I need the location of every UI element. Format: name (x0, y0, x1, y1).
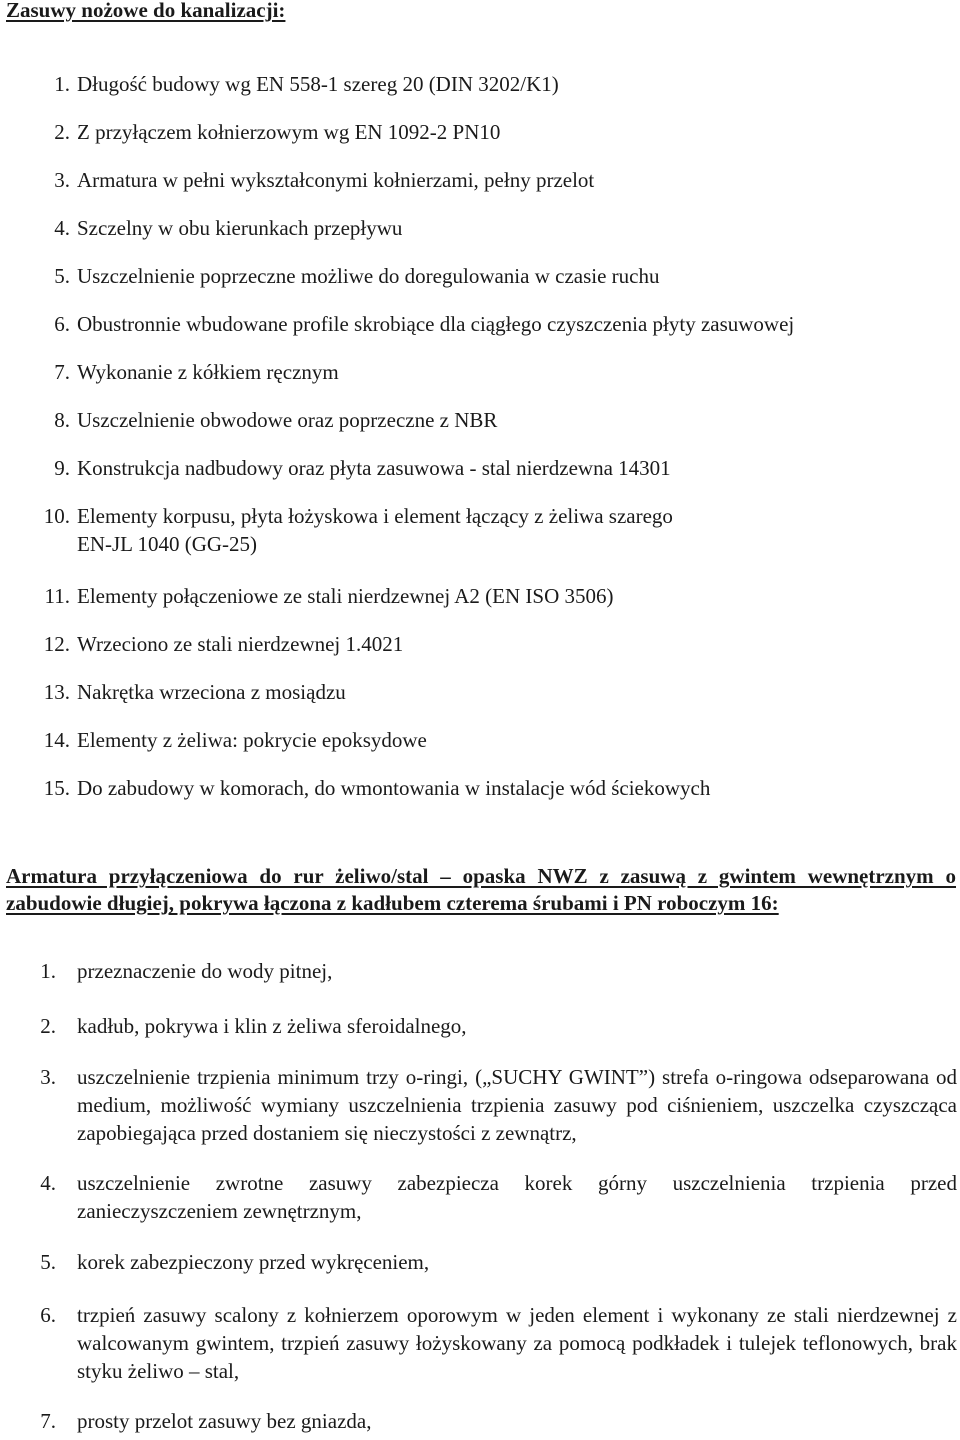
list-item (0, 726, 960, 774)
list-item-number: 7. (54, 360, 70, 384)
list-item-number: 14. (43, 728, 70, 752)
list-item (0, 678, 960, 726)
list-item (0, 1248, 960, 1276)
list-item-number: 6. (40, 1303, 56, 1327)
list-item-text: uszczelnienie trzpienia minimum trzy o-ringi, („SUCHY GWINT”) strefa o-ringowa odseparowana od medium, możliwość wymiany uszczelnienia trzpienia zasuwy pod ciśnieniem, uszczelka czyszcząca zapobiegająca przed dostaniem się nieczystości z zewnątrz, (77, 1065, 957, 1145)
list-item (0, 582, 960, 630)
list-item (0, 406, 960, 454)
list-item-number: 1. (40, 959, 56, 983)
list-item (0, 1169, 960, 1225)
list-item-number: 3. (54, 168, 70, 192)
list-item-text: Elementy korpusu, płyta łożyskowa i element łączący z żeliwa szarego EN-JL 1040 (GG-25) (77, 504, 673, 556)
list-item-number: 13. (43, 680, 70, 704)
list-item-text: Do zabudowy w komorach, do wmontowania w instalacje wód ściekowych (77, 776, 711, 800)
list-item-text: Elementy połączeniowe ze stali nierdzewnej A2 (EN ISO 3506) (77, 584, 614, 608)
list-item (0, 454, 960, 502)
list-item-text: Elementy z żeliwa: pokrycie epoksydowe (77, 728, 427, 752)
list-item-text: Wykonanie z kółkiem ręcznym (77, 360, 339, 384)
list-item (0, 1301, 960, 1385)
list-item (0, 166, 960, 214)
list-item-text: Szczelny w obu kierunkach przepływu (77, 216, 403, 240)
list-item-number: 2. (54, 120, 70, 144)
list-item-number: 6. (54, 312, 70, 336)
list-item-text: Uszczelnienie poprzeczne możliwe do doregulowania w czasie ruchu (77, 264, 660, 288)
section1-heading: Zasuwy nożowe do kanalizacji: (6, 0, 286, 22)
list-item-text: Armatura w pełni wykształconymi kołnierzami, pełny przelot (77, 168, 595, 192)
section2-list (0, 957, 960, 1435)
list-item (0, 1012, 960, 1040)
list-item-number: 3. (40, 1065, 56, 1089)
list-item-number: 4. (40, 1171, 56, 1195)
list-item-text: trzpień zasuwy scalony z kołnierzem oporowym w jeden element i wykonany ze stali nierdzewnej z walcowanym gwintem, trzpień zasuwy łożyskowany za pomocą podkładek i tulejek teflonowych, brak styku żeliwo – stal, (77, 1303, 957, 1383)
list-item-number: 12. (43, 632, 70, 656)
list-item-number: 11. (44, 584, 70, 608)
list-item-number: 1. (54, 72, 70, 96)
list-item-text: Długość budowy wg EN 558-1 szereg 20 (DIN 3202/K1) (77, 72, 559, 96)
list-item-number: 8. (54, 408, 70, 432)
list-item-number: 5. (40, 1250, 56, 1274)
list-item-text: korek zabezpieczony przed wykręceniem, (77, 1250, 430, 1274)
list-item (0, 774, 960, 822)
list-item (0, 630, 960, 678)
list-item-text: Z przyłączem kołnierzowym wg EN 1092-2 PN10 (77, 120, 501, 144)
list-item-text: Uszczelnienie obwodowe oraz poprzeczne z NBR (77, 408, 498, 432)
list-item-number: 10. (43, 504, 70, 528)
list-item-text: przeznaczenie do wody pitnej, (77, 959, 333, 983)
list-item-text: prosty przelot zasuwy bez gniazda, (77, 1409, 372, 1433)
list-item (0, 70, 960, 118)
list-item-text: Wrzeciono ze stali nierdzewnej 1.4021 (77, 632, 404, 656)
list-item-number: 9. (54, 456, 70, 480)
list-item (0, 214, 960, 262)
list-item-text: uszczelnienie zwrotne zasuwy zabezpiecza korek górny uszczelnienia trzpienia przed zanieczyszczeniem zewnętrznym, (77, 1171, 957, 1223)
list-item-number: 4. (54, 216, 70, 240)
list-item-text: kadłub, pokrywa i klin z żeliwa sferoidalnego, (77, 1014, 467, 1038)
list-item-text: Obustronnie wbudowane profile skrobiące dla ciągłego czyszczenia płyty zasuwowej (77, 312, 795, 336)
list-item (0, 310, 960, 358)
list-item (0, 118, 960, 166)
list-item-number: 15. (43, 776, 70, 800)
section1-list (0, 70, 960, 822)
list-item (0, 1407, 960, 1435)
section2-heading: Armatura przyłączeniowa do rur żeliwo/stal – opaska NWZ z zasuwą z gwintem wewnętrznym o zabudowie długiej, pokrywa łączona z kadłubem czterema śrubami i PN roboczym 16: (6, 864, 956, 915)
list-item (0, 358, 960, 406)
list-item-number: 5. (54, 264, 70, 288)
list-item-number: 2. (40, 1014, 56, 1038)
list-item (0, 1063, 960, 1147)
list-item-text: Konstrukcja nadbudowy oraz płyta zasuwowa - stal nierdzewna 14301 (77, 456, 671, 480)
list-item (0, 262, 960, 310)
list-item (0, 957, 960, 985)
list-item (0, 502, 960, 582)
list-item-number: 7. (40, 1409, 56, 1433)
list-item-text: Nakrętka wrzeciona z mosiądzu (77, 680, 346, 704)
